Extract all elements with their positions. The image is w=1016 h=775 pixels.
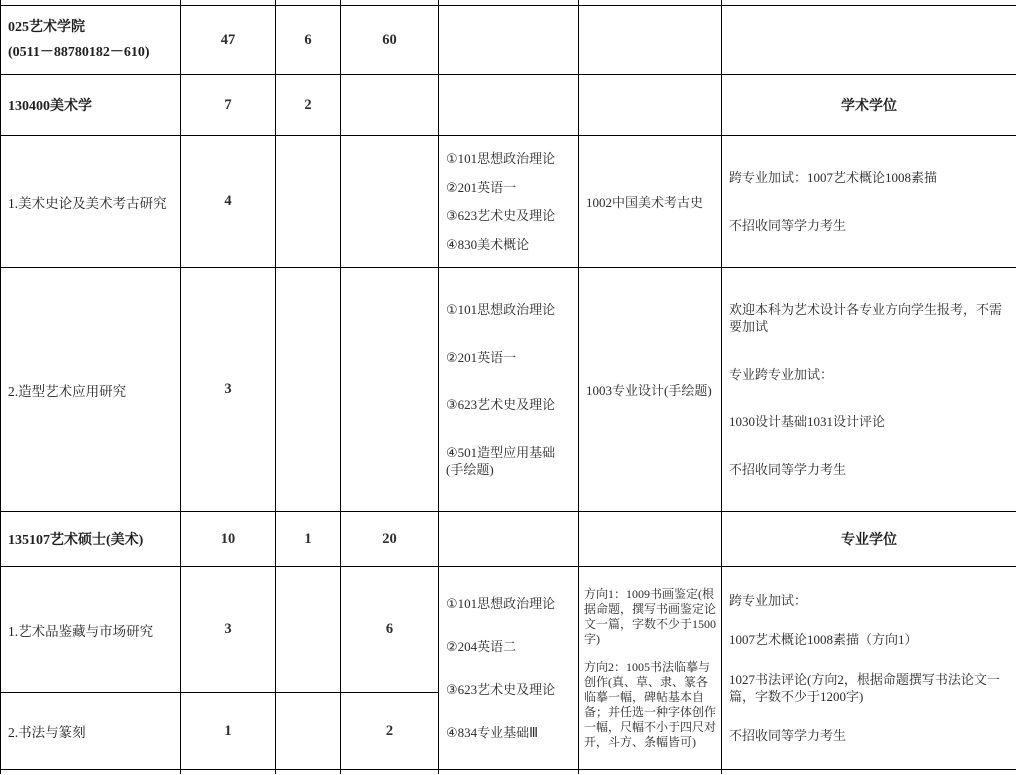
count-cell: 60 [341,6,439,75]
remark-line: 不招收同等学力考生 [729,728,847,744]
table-row-major-academic [1,75,1016,136]
program-cell: 130400美术学 [1,75,181,136]
exam-subject: ③623艺术史及理论 [446,682,556,697]
stub-cell [341,770,439,775]
count-cell: 1 [276,512,341,567]
count-cell: 47 [181,6,276,75]
stub-cell [1,770,181,775]
count-cell: 6 [276,6,341,75]
degree-type-cell: 学术学位 [722,75,1016,136]
exam-subject: ④830美术概论 [446,236,530,252]
college-name: 025艺术学院 [8,19,85,35]
exam-subjects-cell [439,512,579,567]
exam-subject: ③623艺术史及理论 [446,397,556,413]
exam-subjects-cell [439,75,579,136]
exam-subject: ②204英语二 [446,639,517,654]
exam-subjects-cell [439,136,579,268]
program-cell: 135107艺术硕士(美术) [1,512,181,567]
retest-subject-cell [579,6,722,75]
count-cell: 3 [181,567,276,693]
remark-line: 跨专业加试： [729,592,808,608]
remark-line: 不招收同等学力考生 [729,217,847,233]
degree-type-cell: 专业学位 [722,512,1016,567]
stub-cell [722,770,1016,775]
count-cell [341,136,439,268]
exam-subject: ②201英语一 [446,349,517,365]
exam-subjects-cell [439,6,579,75]
retest-subject-cell [579,567,722,770]
remarks-cell [722,268,1016,512]
exam-subject: ④834专业基础Ⅲ [446,725,539,740]
program-cell: 2.书法与篆刻 [1,693,181,770]
retest-subject-cell: 1003专业设计(手绘题) [579,268,722,512]
remarks-cell [722,6,1016,75]
remark-line: 欢迎本科为艺术设计各专业方向学生报考，不需要加试 [729,302,1003,335]
exam-subject: ①101思想政治理论 [446,596,556,611]
table-row-college [1,6,1016,75]
count-cell [276,136,341,268]
partial-row-bottom [1,770,1016,775]
retest-subject-cell: 1002中国美术考古史 [579,136,722,268]
count-cell [341,75,439,136]
program-cell [1,6,181,75]
retest-direction: 方向1：1009书画鉴定(根据命题，撰写书画鉴定论文一篇，字数不少于1500字) [584,586,717,646]
stub-cell [579,770,722,775]
count-cell [276,693,341,770]
stub-cell [276,770,341,775]
remarks-cell [722,136,1016,268]
table-row-masters-direction-1 [1,567,1016,693]
count-cell: 10 [181,512,276,567]
remark-line: 专业跨专业加试： [729,366,834,382]
exam-subject: ①101思想政治理论 [446,151,556,167]
table-row-major-professional [1,512,1016,567]
count-cell: 7 [181,75,276,136]
exam-subject: ②201英语一 [446,179,517,195]
count-cell: 1 [181,693,276,770]
program-cell: 1.艺术品鉴藏与市场研究 [1,567,181,693]
exam-subjects-cell [439,268,579,512]
count-cell: 20 [341,512,439,567]
program-cell: 2.造型艺术应用研究 [1,268,181,512]
remark-line: 1007艺术概论1008素描（方向1） [729,632,918,648]
remark-line: 不招收同等学力考生 [729,461,847,477]
count-cell: 6 [341,567,439,693]
table-row-direction-2 [1,268,1016,512]
remarks-cell [722,567,1016,770]
college-phone: (0511－88780182－610) [8,44,150,60]
stub-cell [439,770,579,775]
remark-line: 1030设计基础1031设计评论 [729,414,886,430]
exam-subject: ①101思想政治理论 [446,302,556,318]
retest-direction: 方向2：1005书法临摹与创作(真、草、隶、篆各临摹一幅，碑帖基本自备；并任选一种字体创作一幅，尺幅不小于四尺对开，斗方、条幅皆可) [584,659,717,749]
retest-subject-cell [579,512,722,567]
count-cell [276,268,341,512]
exam-subject: ③623艺术史及理论 [446,208,556,224]
count-cell [276,567,341,693]
count-cell: 3 [181,268,276,512]
remark-line: 1027书法评论(方向2，根据命题撰写书法论文一篇，字数不少于1200字) [729,671,1000,704]
program-cell: 1.美术史论及美术考古研究 [1,136,181,268]
count-cell: 2 [341,693,439,770]
exam-subject: ④501造型应用基础(手绘题) [446,444,556,477]
count-cell [341,268,439,512]
remark-line: 跨专业加试：1007艺术概论1008素描 [729,170,938,186]
count-cell: 4 [181,136,276,268]
exam-subjects-cell [439,567,579,770]
retest-subject-cell [579,75,722,136]
stub-cell [181,770,276,775]
count-cell: 2 [276,75,341,136]
table-row-direction-1 [1,136,1016,268]
